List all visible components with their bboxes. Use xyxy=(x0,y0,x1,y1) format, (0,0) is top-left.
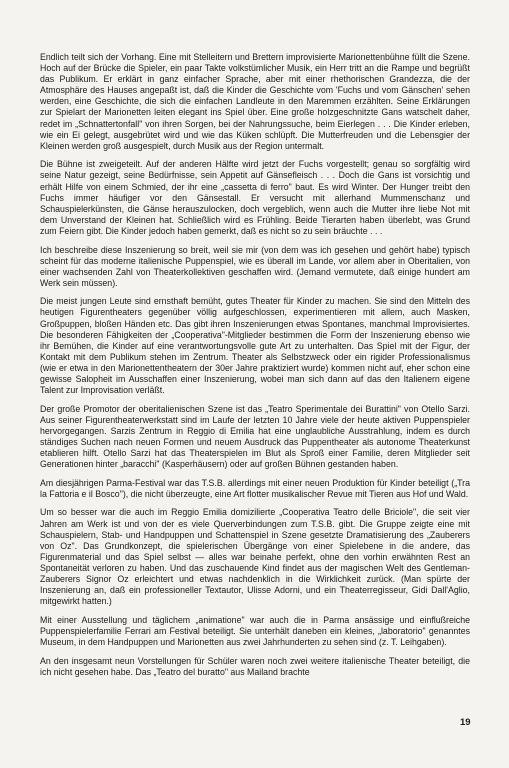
paragraph-9: An den insgesamt neun Vorstellungen für Schüler waren noch zwei weitere italienische Theater beteiligt, die ich nicht gesehen habe. Das „Teatro del buratto" aus Mailand brachte xyxy=(40,655,470,677)
paragraph-5: Der große Promotor der oberitalienischen Szene ist das „Teatro Sperimentale dei Burattini" von Otello Sarzi. Aus seiner Figurentheaterwerkstatt sind im Laufe der letzten 10 Jahre viele der heute aktiven Puppenspieler hervorgegangen. Sarzis Zentrum in Reggio di Emilia hat eine unglaubliche Ausstrahlung, indem es durch ständiges Suchen nach neuen Formen und neuem Ausdruck das Puppentheater als autonome Theaterkunst etablieren hilft. Otello Sarzi hat das Theaterspielen im Blut als Sproß einer Familie, deren Mitglieder seit Generationen hinter „baracchi" (Kasperhäusern) oder auf großen Bühnen gestanden haben. xyxy=(40,403,470,470)
body-text xyxy=(40,52,470,685)
paragraph-3: Ich beschreibe diese Inszenierung so breit, weil sie mir (von dem was ich gesehen und gehört habe) typisch scheint für das moderne italienische Puppenspiel, wie es überall im Lande, vor allem aber in Oberitalien, von einer wachsenden Zahl von Theaterkollektiven geschaffen wird. (Jemand vermutete, daß einige hundert am Werk sein müssen). xyxy=(40,244,470,288)
paragraph-2: Die Bühne ist zweigeteilt. Auf der anderen Hälfte wird jetzt der Fuchs vorgestellt; genau so sorgfältig wird seine Natur gezeigt, seine Bedürfnisse, sein Appetit auf Gänsefleisch . . . Doch die Gans ist vorsichtig und erhält Hilfe von einem Schmied, der ihr eine „cassetta di ferro" baut. Es wird Winter. Der Hunger treibt den Fuchs immer häufiger vor den Gänsestall. Er versucht mit allerhand Mummenschanz und Schauspielerkünsten, die Gänse herauszulocken, doch vergeblich, wenn auch die Mutter ihre liebe Not mit dem Unverstand der Kleinen hat. Schließlich wird es Frühling. Beide Tierarten haben überlebt, was Grund zum Feiern gibt. Die Kinder jedoch haben gemerkt, daß es nicht so zu sein bräuchte . . . xyxy=(40,159,470,236)
paragraph-7: Um so besser war die auch im Reggio Emilia domizilierte „Cooperativa Teatro delle Briciole", die seit vier Jahren am Werk ist und von der es viele Querverbindungen zum T.S.B. gibt. Die Gruppe zeigte eine mit Schauspielern, Stab- und Handpuppen und Schattenspiel in Szene gesetzte Dramatisierung des „Zauberers von Oz". Das Grundkonzept, die spielerischen Übergänge von einer Spielebene in die andere, das Figurenmaterial und das Spiel selbst — alles war beinahe perfekt, ohne den vorhin erwähnten Rest an Spontaneität verloren zu haben. Und das zuschauende Kind findet aus der magischen Welt des Gentleman-Zauberers Signor Oz erleichtert und etwas nachdenklich in die Wirklichkeit zurück. (Man spürte der Inszenierung an, daß ein professioneller Textautor, Ulisse Adorni, und ein Theaterregisseur, Gidi Dall'Aglio, mitgewirkt hatten.) xyxy=(40,507,470,607)
paragraph-4: Die meist jungen Leute sind ernsthaft bemüht, gutes Theater für Kinder zu machen. Sie sind den Mitteln des heutigen Figurentheaters gegenüber völlig aufgeschlossen, experimentieren mit allem, auch Masken, Großpuppen, bloßen Händen etc. Das gibt ihren Inszenierungen etwas Spontanes, manchmal Improvisiertes. Die besonderen Fähigkeiten der „Cooperativa"-Mitglieder bestimmen die Form der Inszenierung ebenso wie ihr Bemühen, die Kinder auf eine verantwortungsvolle gute Art zu unterhalten. Das Spiel mit der Figur, der Kontakt mit dem Publikum stehen im Zentrum. Theater als Selbstzweck oder ein rigider Professionalismus (wie er etwa in den Marionettentheatern der 30er Jahre praktiziert wurde) kommen nicht auf, eher schon eine gewisse Salopheit im Ausschaffen einer Inszenierung, wobei man sich dann auf das den Italienern eigene Talent zur Improvisation verläßt. xyxy=(40,296,470,396)
paragraph-8: Mit einer Ausstellung und täglichem „animatione" war auch die in Parma ansässige und einflußreiche Puppenspielerfamilie Ferrari am Festival beteiligt. Sie unterhält daneben ein kleines, „laboratorio" genanntes Museum, in dem Handpuppen und Marionetten aus zwei Jahrhunderten zu sehen sind (z. T. Leihgaben). xyxy=(40,614,470,647)
page-number: 19 xyxy=(460,717,471,728)
paragraph-1: Endlich teilt sich der Vorhang. Eine mit Stelleitern und Brettern improvisierte Marionettenbühne füllt die Szene. Hoch auf der Brücke die Spieler, ein paar Takte volkstümlicher Musik, ein Herr tritt an die Rampe und begrüßt das Publikum. Er erklärt in ganz einfacher Sprache, aber mit einer rhethorischen Grandezza, die der Atmosphäre des Hauses angepaßt ist, daß die Kinder die Geschichte vom 'Fuchs und vom Gänschen' sehen werden, eine Geschichte, die sich die einfachen Landleute in den Maremmen erzählten. Seine Erklärungen zur Spielart der Marionetten leiten elegant ins Spiel über. Eine große holzgeschnitzte Gans watschelt daher, redet im „Schnattertonfall" von ihren Sorgen, bei der Nahrungssuche, beim Eierlegen . . . Die Kinder erleben, wie ein Ei gelegt, ausgebrütet wird und wie das Küken schlüpft. Die Mutterfreuden und die Lebensgier der Kleinen werden groß ausgespielt, durch Musik aus der Region untermalt. xyxy=(40,52,470,151)
paragraph-6: Am diesjährigen Parma-Festival war das T.S.B. allerdings mit einer neuen Produktion für Kinder beteiligt („Tra la Fattoria e il Bosco"), die nicht überzeugte, eine Art flotter musikalischer Revue mit Tieren aus Hof und Wald. xyxy=(40,477,470,499)
